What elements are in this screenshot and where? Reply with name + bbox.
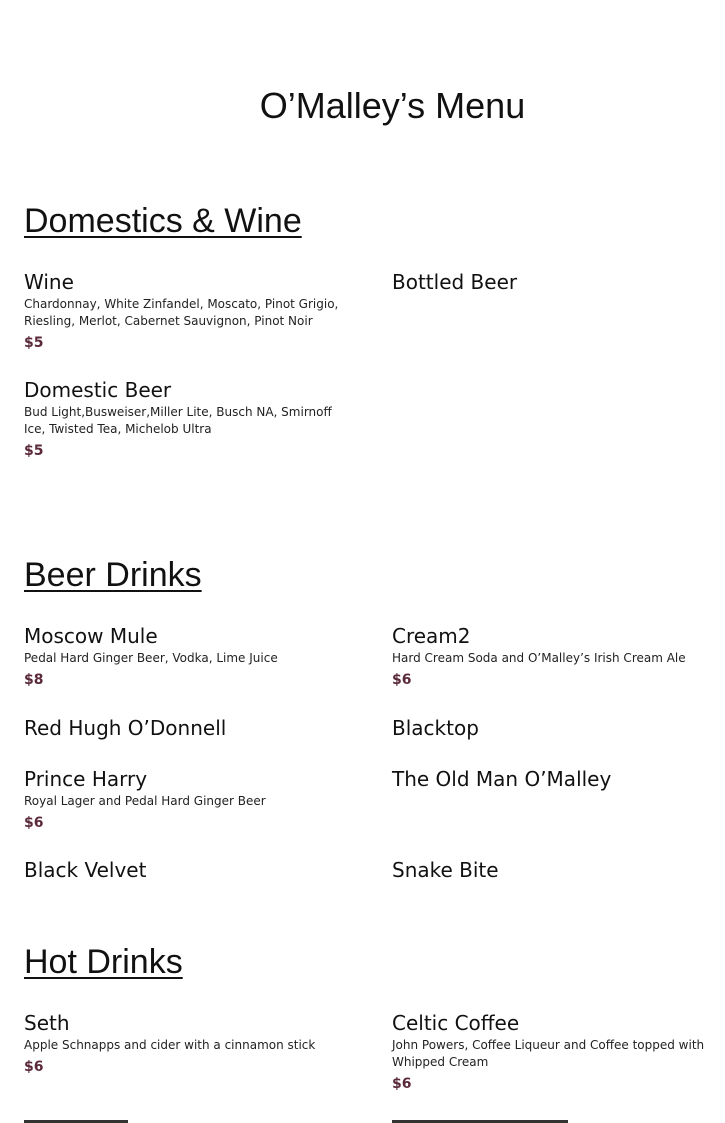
item-name: Red Hugh O’Donnell xyxy=(24,716,227,740)
item-name: Cream2 xyxy=(392,624,471,648)
menu-item-wine xyxy=(24,270,354,352)
menu-item-seth xyxy=(24,1011,354,1076)
menu-item-black-velvet xyxy=(24,858,354,882)
item-price: $6 xyxy=(392,1076,412,1092)
item-price: $8 xyxy=(24,672,44,688)
item-price: $6 xyxy=(392,672,412,688)
item-price: $5 xyxy=(24,443,44,459)
menu-item-domestic-beer xyxy=(24,378,354,460)
menu-item-moscow-mule xyxy=(24,624,354,689)
menu-item-cream2 xyxy=(392,624,712,689)
item-description: Bud Light,Busweiser,Miller Lite, Busch NA, Smirnoff Ice, Twisted Tea, Michelob Ultra xyxy=(24,405,332,436)
cut-off-item-left xyxy=(24,1116,128,1123)
item-name: Black Velvet xyxy=(24,858,147,882)
item-description: Apple Schnapps and cider with a cinnamon stick xyxy=(24,1038,316,1052)
item-price: $5 xyxy=(24,335,44,351)
section-heading-beer-drinks: Beer Drinks xyxy=(24,556,202,594)
item-price: $6 xyxy=(24,815,44,831)
menu-item-old-man-omalley xyxy=(392,767,712,791)
menu-item-prince-harry xyxy=(24,767,354,832)
item-name: Celtic Coffee xyxy=(392,1011,520,1035)
section-heading-domestics: Domestics & Wine xyxy=(24,202,302,240)
section-heading-hot-drinks: Hot Drinks xyxy=(24,943,183,981)
item-name: Wine xyxy=(24,270,74,294)
cut-off-item-right xyxy=(392,1116,568,1123)
item-name: Blacktop xyxy=(392,716,479,740)
menu-item-blacktop xyxy=(392,716,712,740)
item-name: The Old Man O’Malley xyxy=(392,767,612,791)
item-name: Snake Bite xyxy=(392,858,499,882)
menu-item-red-hugh-odonnell xyxy=(24,716,354,740)
item-name: Moscow Mule xyxy=(24,624,158,648)
menu-item-bottled-beer xyxy=(392,270,712,294)
item-description: Chardonnay, White Zinfandel, Moscato, Pinot Grigio, Riesling, Merlot, Cabernet Sauvignon, Pinot Noir xyxy=(24,297,339,328)
item-description: Pedal Hard Ginger Beer, Vodka, Lime Juice xyxy=(24,651,278,665)
item-name: Bottled Beer xyxy=(392,270,518,294)
item-description: Hard Cream Soda and O’Malley’s Irish Cream Ale xyxy=(392,651,686,665)
menu-item-snake-bite xyxy=(392,858,712,882)
page-title: O’Malley’s Menu xyxy=(259,85,526,126)
item-name: Prince Harry xyxy=(24,767,148,791)
menu-item-celtic-coffee xyxy=(392,1011,712,1093)
item-description: John Powers, Coffee Liqueur and Coffee topped with Whipped Cream xyxy=(392,1038,705,1069)
item-name: Seth xyxy=(24,1011,70,1035)
item-price: $6 xyxy=(24,1059,44,1075)
item-description: Royal Lager and Pedal Hard Ginger Beer xyxy=(24,794,266,808)
item-name: Domestic Beer xyxy=(24,378,172,402)
